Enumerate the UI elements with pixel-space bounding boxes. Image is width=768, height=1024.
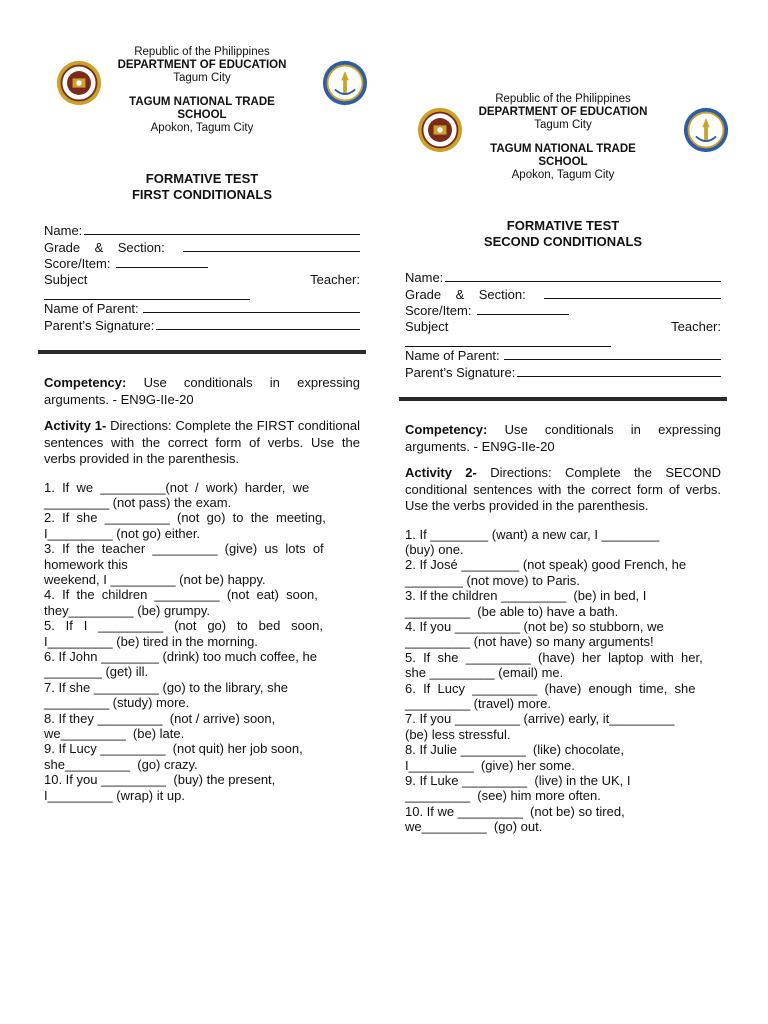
section-divider <box>38 350 366 354</box>
item-line: 7. If you _________ (arrive) early, it_________ <box>405 711 675 727</box>
item-line: homework this <box>44 556 128 572</box>
teacher-label: Teacher: <box>671 318 721 334</box>
school-name: TAGUM NATIONAL TRADE SCHOOL <box>490 143 636 168</box>
school-header <box>405 93 721 183</box>
item-line: 5. If she _________ (have) her laptop with her, <box>405 649 703 665</box>
item-line: _________ (see) him more often. <box>405 788 601 804</box>
parent-signature-field[interactable] <box>517 364 721 377</box>
item-line: she_________ (go) crazy. <box>44 756 198 772</box>
signature-label: Parent’s Signature: <box>44 317 155 333</box>
school-address: Apokon, Tagum City <box>511 169 615 181</box>
deped-seal-icon <box>322 60 368 106</box>
second-conditionals-test <box>405 93 721 835</box>
department-label: DEPARTMENT OF EDUCATION <box>478 106 648 118</box>
item-line: 2. If José ________ (not speak) good French, he <box>405 557 687 573</box>
parent-label: Name of Parent: <box>44 301 139 316</box>
name-label: Name: <box>44 223 83 238</box>
item-line: ________ (get) ill. <box>44 664 149 680</box>
title-line-2: FIRST CONDITIONALS <box>131 187 273 202</box>
item-line: we_________ (go) out. <box>405 819 543 835</box>
school-address: Apokon, Tagum City <box>150 122 254 134</box>
parent-label: Name of Parent: <box>405 348 500 363</box>
signature-label: Parent’s Signature: <box>405 364 516 380</box>
item-line: weekend, I _________ (not be) happy. <box>44 571 266 587</box>
grade-section-field[interactable] <box>183 239 360 252</box>
city-label: Tagum City <box>534 119 592 131</box>
item-line: 7. If she _________ (go) to the library, she <box>44 679 289 695</box>
first-conditionals-test <box>44 46 360 803</box>
item-line: 4. If you _________ (not be) so stubborn, we <box>405 618 664 634</box>
school-seal-icon <box>417 107 463 153</box>
section-divider <box>399 397 727 401</box>
student-info <box>44 222 360 333</box>
parent-name-field[interactable] <box>143 300 360 313</box>
item-line: she _________ (email) me. <box>405 665 564 681</box>
item-line: 10. If we _________ (not be) so tired, <box>405 803 625 819</box>
school-header <box>44 46 360 136</box>
subject-teacher-field[interactable] <box>44 287 250 300</box>
grade-label: Grade & Section: <box>405 286 526 302</box>
score-label: Score/Item: <box>405 303 472 318</box>
item-line: 8. If they _________ (not / arrive) soon, <box>44 710 276 726</box>
item-line: 6. If Lucy _________ (have) enough time, she <box>405 680 696 696</box>
item-line: 3. If the teacher _________ (give) us lots of <box>44 541 324 557</box>
test-title <box>44 171 360 203</box>
grade-section-field[interactable] <box>544 286 721 299</box>
item-line: 2. If she _________ (not go) to the meeting, <box>44 510 326 526</box>
activity-directions: Activity 1- Directions: Complete the FIRST conditional sentences with the correct form of verbs. Use the verbs provided in the parenthesis. <box>44 418 360 466</box>
item-line: _________ (be able to) have a bath. <box>405 603 619 619</box>
test-title <box>405 218 721 250</box>
item-line: _________ (not pass) the exam. <box>44 494 232 510</box>
republic-label: Republic of the Philippines <box>134 46 270 58</box>
deped-seal-icon <box>683 107 729 153</box>
item-line: (buy) one. <box>405 541 464 557</box>
parent-signature-field[interactable] <box>156 317 360 330</box>
item-line: _________ (study) more. <box>44 695 190 711</box>
subject-label: Subject <box>405 318 449 334</box>
item-line: 3. If the children _________ (be) in bed, I <box>405 588 647 604</box>
score-field[interactable] <box>477 302 569 315</box>
item-line: I_________ (be) tired in the morning. <box>44 633 258 649</box>
item-line: 8. If Julie _________ (like) chocolate, <box>405 742 624 758</box>
item-line: I_________ (give) her some. <box>405 757 575 773</box>
item-line: they_________ (be) grumpy. <box>44 602 210 618</box>
item-line: _________ (travel) more. <box>405 695 551 711</box>
competency: Competency: Use conditionals in expressing arguments. - EN9G-IIe-20 <box>405 422 721 454</box>
item-line: ________ (not move) to Paris. <box>405 572 580 588</box>
score-label: Score/Item: <box>44 256 111 271</box>
item-line: I_________ (not go) either. <box>44 525 201 541</box>
student-info <box>405 269 721 380</box>
item-line: (be) less stressful. <box>405 726 511 742</box>
school-seal-icon <box>56 60 102 106</box>
grade-label: Grade & Section: <box>44 239 165 255</box>
competency: Competency: Use conditionals in expressing arguments. - EN9G-IIe-20 <box>44 375 360 407</box>
item-line: 10. If you _________ (buy) the present, <box>44 772 276 788</box>
exercise-items <box>44 480 360 804</box>
item-line: 5. If I _________ (not go) to bed soon, <box>44 618 323 634</box>
city-label: Tagum City <box>173 72 231 84</box>
republic-label: Republic of the Philippines <box>495 93 631 105</box>
name-label: Name: <box>405 270 444 285</box>
subject-label: Subject <box>44 271 88 287</box>
item-line: _________ (not have) so many arguments! <box>405 634 654 650</box>
parent-name-field[interactable] <box>504 347 721 360</box>
school-name: TAGUM NATIONAL TRADE SCHOOL <box>129 96 275 121</box>
title-line-2: SECOND CONDITIONALS <box>483 234 643 249</box>
item-line: 6. If John ________ (drink) too much coffee, he <box>44 648 317 664</box>
name-field[interactable] <box>84 222 360 235</box>
department-label: DEPARTMENT OF EDUCATION <box>117 59 287 71</box>
activity-directions: Activity 2- Directions: Complete the SECOND conditional sentences with the correct form of verbs. Use the verbs provided in the parenthesis. <box>405 465 721 513</box>
item-line: 1. If we _________(not / work) harder, we <box>44 479 310 495</box>
item-line: 9. If Lucy _________ (not quit) her job soon, <box>44 741 303 757</box>
item-line: we_________ (be) late. <box>44 726 185 741</box>
item-line: 4. If the children _________ (not eat) soon, <box>44 587 318 603</box>
subject-teacher-field[interactable] <box>405 334 611 347</box>
item-line: 9. If Luke _________ (live) in the UK, I <box>405 773 631 788</box>
title-line-1: FORMATIVE TEST <box>145 171 259 186</box>
exercise-items <box>405 527 721 835</box>
teacher-label: Teacher: <box>310 271 360 287</box>
title-line-1: FORMATIVE TEST <box>506 218 620 233</box>
item-line: I_________ (wrap) it up. <box>44 787 185 803</box>
item-line: 1. If ________ (want) a new car, I ________ <box>405 526 660 542</box>
score-field[interactable] <box>116 255 208 268</box>
name-field[interactable] <box>445 269 721 282</box>
